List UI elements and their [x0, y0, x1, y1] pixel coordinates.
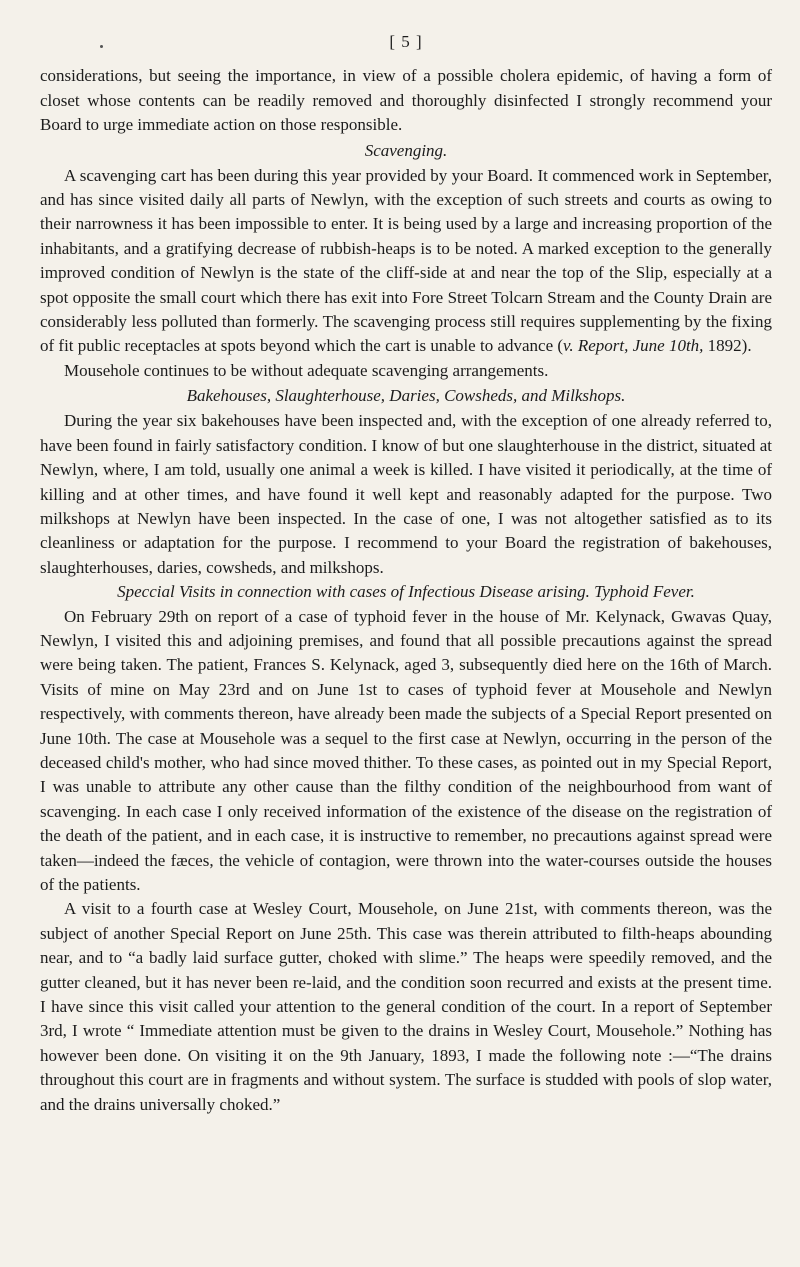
heading-bakehouses: Bakehouses, Slaughterhouse, Daries, Cowsheds, and Milkshops.: [186, 386, 626, 406]
paragraph-scavenging-cart: [40, 164, 772, 359]
heading-scavenging: Scavenging.: [364, 140, 448, 160]
paragraph-scavenging-cart-text: A scavenging cart has been during this year provided by your Board. It commenced work in September, and has since visited daily all parts of Newlyn, with the exception of such streets and courts as owing to their narrowness it has been impossible to enter. It is being used by a large and increasing proportion of the inhabitants, and a gratifying decrease of rubbish-heaps is to be noted. A marked exception to the generally improved condition of Newlyn is the state of the cliff-side at and near the top of the Slip, especially at a spot opposite the small court which there has exit into Fore Street Tolcarn Stream and the County Drain are considerably less polluted than formerly. The scavenging process still requires supplementing by the fixing of fit public receptacles at spots beyond which the cart is unable to advance (: [40, 165, 772, 356]
paragraph-mousehole-scavenging: Mousehole continues to be without adequate scavenging arrangements.: [64, 360, 549, 380]
page-number: [ 5 ]: [389, 32, 423, 51]
paragraph-typhoid-cases: On February 29th on report of a case of typhoid fever in the house of Mr. Kelynack, Gwavas Quay, Newlyn, I visited this and adjoining premises, and found that all possible precautions against the spread were being taken. The patient, Frances S. Kelynack, aged 3, subsequently died here on the 16th of March. Visits of mine on May 23rd and on June 1st to cases of typhoid fever at Mousehole and Newlyn respectively, with comments thereon, have already been made the subjects of a Special Report presented on June 10th. The case at Mousehole was a sequel to the first case at Newlyn, occurring in the person of the deceased child's mother, who had since moved thither. To these cases, as pointed out in my Special Report, I was unable to attribute any other cause than the filthy condition of the neighbourhood from want of scavenging. In each case I only received information of the existence of the disease on the registration of the death of the patient, and in each case, it is instructive to remember, no precautions against spread were taken—indeed the fæces, the vehicle of contagion, were thrown into the water-courses outside the houses of the patients.: [40, 606, 772, 894]
report-reference-year: 1892).: [703, 336, 752, 356]
heading-special-visits: Speccial Visits in connection with cases of Infectious Disease arising. Typhoid Fever.: [117, 582, 695, 602]
paragraph-bakehouses: During the year six bakehouses have been inspected and, with the exception of one already referred to, have been found in fairly satisfactory condition. I know of but one slaughterhouse in the district, situated at Newlyn, where, I am told, usually one animal a week is killed. I have visited it periodically, at the time of killing and at other times, and have found it well kept and reasonably adapted for the purpose. Two milkshops at Newlyn have been inspected. In the case of one, I was not altogether satisfied as to its cleanliness or adaptation for the purpose. I recommend to your Board the registration of bakehouses, slaughterhouses, daries, cowsheds, and milkshops.: [40, 411, 772, 577]
paragraph-wesley-court: A visit to a fourth case at Wesley Court, Mousehole, on June 21st, with comments thereon, was the subject of another Special Report on June 25th. This case was therein attributed to filth-heaps abounding near, and to “a badly laid surface gutter, choked with slime.” The heaps were speedily removed, and the gutter cleaned, but it has never been re-laid, and the condition soon recurred and exists at the present time. I have since this visit called your attention to the general condition of the court. In a report of September 3rd, I wrote “ Immediate attention must be given to the drains in Wesley Court, Mousehole.” Nothing has however been done. On visiting it on the 9th January, 1893, I made the following note :—“The drains throughout this court are in fragments and without system. The surface is studded with pools of slop water, and the drains universally choked.”: [40, 899, 772, 1114]
paragraph-closets: considerations, but seeing the importance, in view of a possible cholera epidemic, of having a form of closet whose contents can be readily removed and thoroughly disinfected I strongly recommend your Board to urge immediate action on those responsible.: [40, 66, 772, 135]
report-reference: v. Report, June 10th,: [563, 336, 704, 356]
document-page: [40, 30, 772, 1117]
